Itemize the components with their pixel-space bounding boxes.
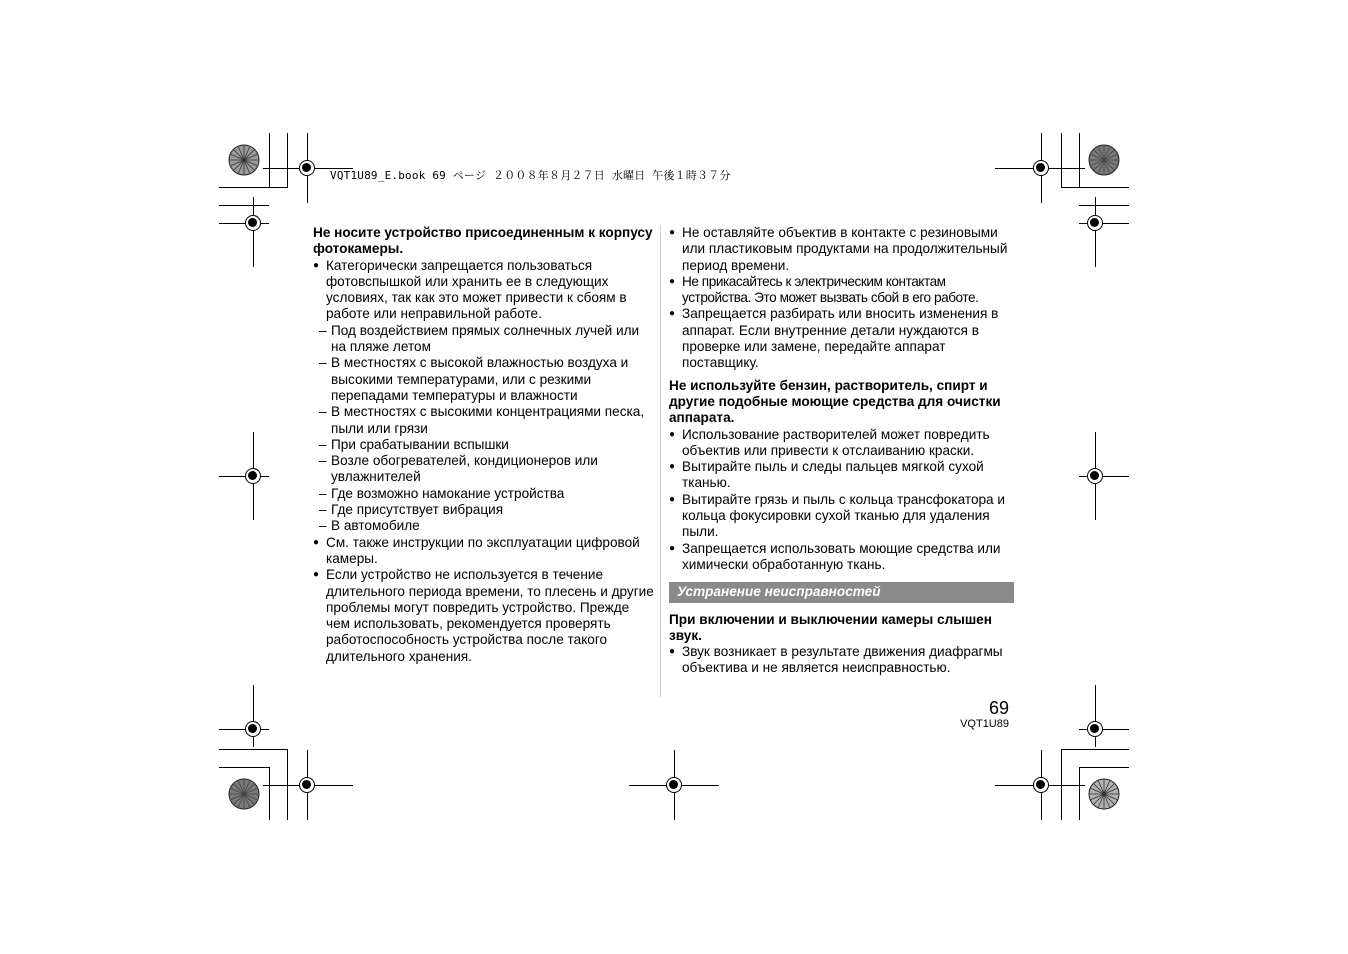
column-divider (660, 225, 661, 697)
section-heading: При включении и выключении камеры слышен звук. (669, 611, 992, 643)
bullet-item: ● Если устройство не используется в течение длительного периода времени, то плесень и другие проблемы могут повредить устройство. Прежде чем использовать, рекомендуется проверять работоспособность устройства после такого длительного хранения. (313, 567, 655, 665)
section-heading: Не используйте бензин, растворитель, спирт и другие подобные моющие средства для очистки аппарата. (669, 377, 1001, 426)
starburst-icon (228, 778, 260, 810)
starburst-icon (228, 144, 260, 176)
starburst-icon (1088, 144, 1120, 176)
dash-item: – Возле обогревателей, кондиционеров или увлажнителей (313, 453, 655, 486)
page-number: 69 (988, 698, 1009, 718)
dash-item: – При срабатывании вспышки (313, 437, 655, 453)
bullet-item: ● Запрещается разбирать или вносить изменения в аппарат. Если внутренние детали нуждаются в проверке или замене, передайте аппарат поставщику. (669, 306, 1014, 371)
bullet-item: ● Вытирайте грязь и пыль с кольца трансфокатора и кольца фокусировки сухой тканью для удаления пыли. (669, 492, 1014, 541)
bullet-item: ● Звук возникает в результате движения диафрагмы объектива и не является неисправностью. (669, 644, 1014, 677)
bullet-item: ● Не прикасайтесь к электрическим контактам устройства. Это может вызвать сбой в его работе. (669, 274, 1014, 307)
bullet-item: ● Категорически запрещается пользоваться фотовспышкой или хранить ее в следующих условиях, так как это может привести к сбоям в работе или неправильной работе. (313, 258, 655, 323)
bullet-item: ● Использование растворителей может повредить объектив или привести к отслаиванию краски. (669, 427, 1014, 460)
dash-item: – В местностях с высокими концентрациями песка, пыли или грязи (313, 404, 655, 437)
left-column (313, 225, 655, 665)
bullet-item: ● См. также инструкции по эксплуатации цифровой камеры. (313, 535, 655, 568)
dash-item: – В местностях с высокой влажностью воздуха и высокими температурами, или с резкими перепадами температуры и влажности (313, 355, 655, 404)
section-heading: Не носите устройство присоединенным к корпусу фотокамеры. (313, 225, 653, 257)
section-title-bar: Устранение неисправностей (669, 582, 1014, 602)
bullet-item: ● Вытирайте пыль и следы пальцев мягкой сухой тканью. (669, 459, 1014, 492)
starburst-icon (1088, 778, 1120, 810)
document-code: VQT1U89 (960, 718, 1009, 730)
right-column (669, 225, 1014, 677)
dash-item: – Где присутствует вибрация (313, 502, 655, 518)
bullet-item: ● Не оставляйте объектив в контакте с резиновыми или пластиковым продуктами на продолжительный период времени. (669, 225, 1014, 274)
dash-item: – Под воздействием прямых солнечных лучей или на пляже летом (313, 323, 655, 356)
dash-item: – Где возможно намокание устройства (313, 486, 655, 502)
print-header: VQT1U89_E.book 69 ページ ２００８年８月２７日 水曜日 午後１時３７分 (330, 169, 731, 182)
bullet-item: ● Запрещается использовать моющие средства или химически обработанную ткань. (669, 541, 1014, 574)
dash-item: – В автомобиле (313, 518, 655, 534)
